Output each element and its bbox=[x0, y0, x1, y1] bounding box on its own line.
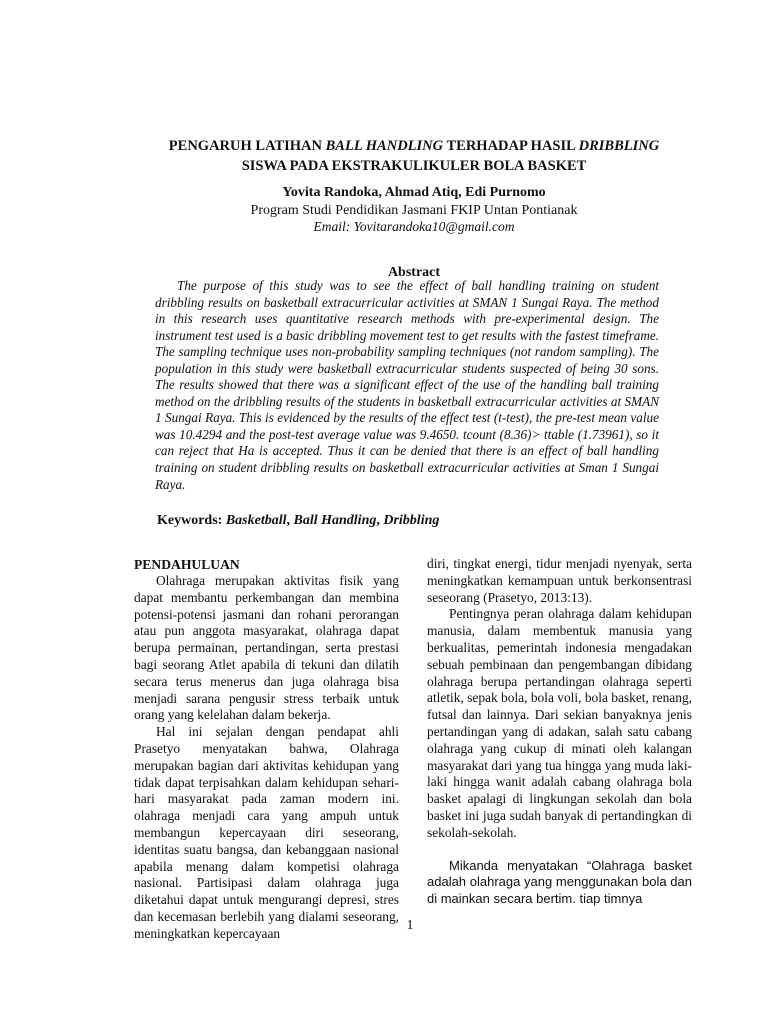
keyword-item: Dribbling bbox=[383, 513, 440, 528]
affiliation: Program Studi Pendidikan Jasmani FKIP Untan Pontianak bbox=[250, 203, 578, 218]
body-paragraph: diri, tingkat energi, tidur menjadi nyenyak, serta meningkatkan kemampuan untuk berkonsentrasi seseorang (Prasetyo, 2013:13). bbox=[427, 556, 692, 605]
right-column bbox=[427, 556, 692, 908]
keyword-item: Ball Handling bbox=[293, 513, 377, 528]
paper-title bbox=[80, 136, 748, 176]
title-line-1: PENGARUH LATIHAN BALL HANDLING TERHADAP HASIL DRIBBLING bbox=[168, 138, 660, 154]
keywords-label: Keywords: bbox=[157, 513, 226, 528]
body-paragraph: Pentingnya peran olahraga dalam kehidupan manusia, dalam membentuk manusia yang berkualitas, pemerintah indonesia mengadakan sebuah pembinaan dan pengembangan dibidang olahraga berupa pertandingan olahraga seperti atletik, sepak bola, bola voli, bola basket, renang, futsal dan lainnya. Dari sekian banyaknya jenis pertandingan yang di adakan, salah satu cabang olahraga yang cukup di minati oleh kalangan masyarakat dari yang tua hingga yang muda laki-laki hingga wanit adalah cabang olahraga bola basket apalagi di lingkungan sekolah dan bola basket ini juga sudah banyak di pertandingkan di sekolah-sekolah. bbox=[427, 606, 692, 840]
abstract-text: The purpose of this study was to see the effect of ball handling training on student dribbling results on basketball extracurricular activities at SMAN 1 Sungai Raya. The method in this research uses quantitative research methods with pre-experimental design. The instrument test used is a basic dribbling movement test to get results with the fastest timeframe. The sampling technique uses non-probability sampling techniques (not random sampling). The population in this study were basketball extracurricular students suspected of being 30 sons. The results showed that there was a significant effect of the use of the handling ball training method on the dribbling results of the students in basketball extracurricular activities at SMAN 1 Sungai Raya. This is evidenced by the results of the effect test (t-test), the pre-test mean value was 10.4294 and the post-test average value was 9.4650. tcount (8.36)> ttable (1.73961), so it can reject that Ha is accepted. Thus it can be denied that there is an effect of ball handling training on student dribbling results on basketball extracurricular activities at Sman 1 Sungai Raya. bbox=[155, 278, 659, 492]
author-email: Email: Yovitarandoka10@gmail.com bbox=[313, 219, 515, 234]
body-paragraph: Olahraga merupakan aktivitas fisik yang dapat membantu perkembangan dan membina potensi-potensi jasmani dan rohani perorangan atau pun anggota masyarakat, olahraga dapat berupa permainan, pertandingan, serta prestasi bagi seorang Atlet apabila di tekuni dan dilatih secara terus menerus dan juga olahraga bisa menjadi sarana pengusir stress terbaik untuk orang yang kelelahan dalam bekerja. bbox=[134, 573, 399, 723]
title-line-2: SISWA PADA EKSTRAKULIKULER BOLA BASKET bbox=[241, 158, 587, 174]
keywords-line: Keywords: Basketball, Ball Handling, Dribbling bbox=[157, 513, 440, 528]
page-number: 1 bbox=[406, 918, 414, 933]
author-list: Yovita Randoka, Ahmad Atiq, Edi Purnomo bbox=[282, 185, 546, 200]
abstract-heading: Abstract bbox=[387, 265, 441, 280]
keyword-item: Basketball bbox=[225, 513, 287, 528]
body-paragraph: Hal ini sejalan dengan pendapat ahli Prasetyo menyatakan bahwa, Olahraga merupakan bagian dari aktivitas kehidupan yang tidak dapat terpisahkan dalam kehidupan sehari-hari masyarakat pada zaman modern ini. olahraga menjadi cara yang ampuh untuk membangun kepercayaan diri seseorang, identitas suatu bangsa, dan kebanggaan nasional apabila menang dalam kompetisi olahraga nasional. Partisipasi dalam olahraga juga diketahui dapat untuk mengurangi depresi, stres dan kecemasan berlebih yang dialami seseorang, meningkatkan kepercayaan bbox=[134, 724, 399, 941]
body-paragraph: Mikanda menyatakan “Olahraga basket adalah olahraga yang menggunakan bola dan di mainkan secara bertim. tiap timnya bbox=[427, 857, 692, 907]
section-heading: PENDAHULUAN bbox=[134, 557, 240, 572]
title-emphasis-ball-handling: BALL HANDLING bbox=[325, 138, 444, 154]
title-emphasis-dribbling: DRIBBLING bbox=[578, 138, 660, 154]
left-column bbox=[134, 556, 399, 943]
